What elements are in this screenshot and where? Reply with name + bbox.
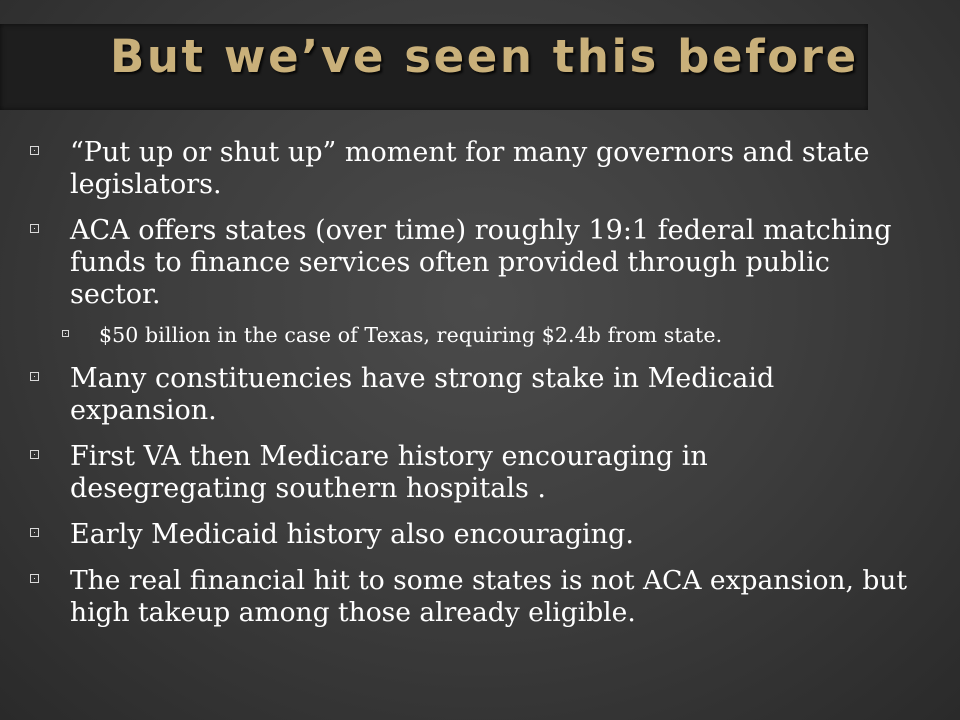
bullet-text: Early Medicaid history also encouraging. (70, 519, 634, 550)
bullet-list (28, 137, 908, 643)
square-bullet-icon (30, 224, 39, 233)
square-bullet-icon (30, 450, 39, 459)
bullet-text: First VA then Medicare history encouraging in desegregating southern hospitals . (70, 441, 708, 504)
bullet-item (28, 519, 908, 551)
bullet-item (28, 565, 908, 629)
bullet-item (28, 215, 908, 311)
square-bullet-icon (30, 146, 39, 155)
square-bullet-icon (62, 330, 69, 337)
square-bullet-icon (30, 528, 39, 537)
bullet-text: Many constituencies have strong stake in Medicaid expansion. (70, 363, 775, 426)
bullet-item (28, 137, 908, 201)
bullet-item (28, 441, 908, 505)
bullet-text: The real financial hit to some states is not ACA expansion, but high takeup among those already eligible. (70, 565, 908, 628)
sub-bullet-text: $50 billion in the case of Texas, requiring $2.4b from state. (99, 323, 723, 347)
bullet-item (28, 363, 908, 427)
sub-bullet-item (28, 321, 908, 349)
square-bullet-icon (30, 574, 39, 583)
bullet-text: “Put up or shut up” moment for many governors and state legislators. (70, 137, 870, 200)
slide-title: But we’ve seen this before (110, 30, 859, 83)
square-bullet-icon (30, 372, 39, 381)
bullet-text: ACA offers states (over time) roughly 19:1 federal matching funds to finance services often provided through public sector. (70, 215, 892, 310)
